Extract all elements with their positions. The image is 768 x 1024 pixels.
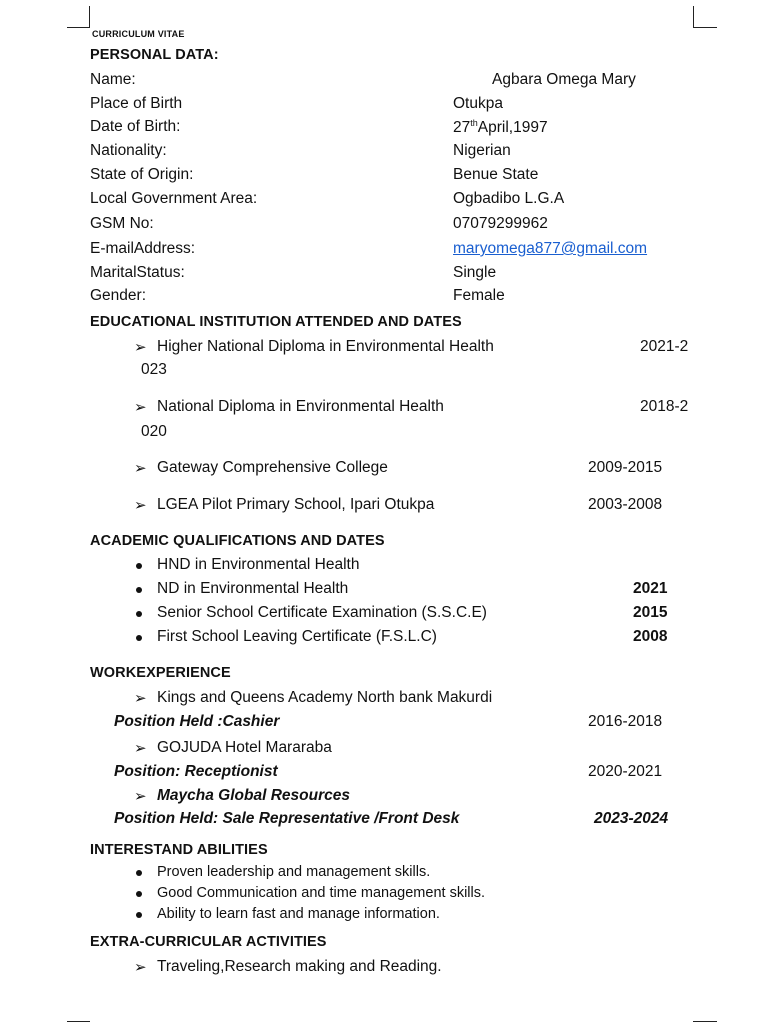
crop-mark-top-left-vertical <box>89 6 90 28</box>
work-position: Position Held: Sale Representative /Front Desk <box>114 810 460 827</box>
bullet-icon <box>136 587 142 593</box>
work-employer: GOJUDA Hotel Mararaba <box>157 739 332 756</box>
work-date: 2020-2021 <box>588 763 663 780</box>
education-date: 2009-2015 <box>588 459 663 476</box>
place-of-birth-label: Place of Birth <box>90 95 183 112</box>
education-date: 2003-2008 <box>588 496 663 513</box>
interests-heading: INTERESTAND ABILITIES <box>90 842 268 858</box>
extra-item: Traveling,Research making and Reading. <box>157 958 442 975</box>
document-title: CURRICULUM VITAE <box>92 29 185 39</box>
gender-label: Gender: <box>90 287 147 304</box>
gender-value: Female <box>453 287 505 304</box>
work-date: 2023-2024 <box>594 810 669 827</box>
arrow-icon: ➢ <box>134 788 147 805</box>
bullet-icon <box>136 563 142 569</box>
date-of-birth-value <box>453 118 548 137</box>
personal-data-heading: PERSONAL DATA: <box>90 47 219 63</box>
crop-mark-top-right <box>693 27 717 28</box>
marital-status-label: MaritalStatus: <box>90 264 185 281</box>
bullet-icon <box>136 912 142 918</box>
education-heading: EDUCATIONAL INSTITUTION ATTENDED AND DATES <box>90 314 462 330</box>
lga-label: Local Government Area: <box>90 190 258 207</box>
email-link[interactable]: maryomega877@gmail.com <box>453 240 648 257</box>
date-of-birth-label: Date of Birth: <box>90 118 181 135</box>
name-label: Name: <box>90 71 136 88</box>
interest-item: Proven leadership and management skills. <box>157 864 431 880</box>
crop-mark-top-left <box>67 27 90 28</box>
work-heading: WORKEXPERIENCE <box>90 665 231 681</box>
crop-mark-bottom-right <box>693 1021 717 1022</box>
education-date-continued: 020 <box>141 423 167 440</box>
arrow-icon: ➢ <box>134 959 147 976</box>
interest-item: Ability to learn fast and manage information. <box>157 906 440 922</box>
crop-mark-top-right-vertical <box>693 6 694 28</box>
marital-status-value: Single <box>453 264 497 281</box>
dob-rest: April,1997 <box>477 119 548 137</box>
academic-item: HND in Environmental Health <box>157 556 360 573</box>
arrow-icon: ➢ <box>134 740 147 757</box>
dob-day: 27 <box>453 119 471 137</box>
name-value: Agbara Omega Mary <box>492 71 636 88</box>
arrow-icon: ➢ <box>134 690 147 707</box>
education-item: Gateway Comprehensive College <box>157 459 388 476</box>
dob-suffix: th <box>470 118 478 128</box>
arrow-icon: ➢ <box>134 460 147 477</box>
education-date: 2021-2 <box>640 338 689 355</box>
education-item: LGEA Pilot Primary School, Ipari Otukpa <box>157 496 435 513</box>
state-of-origin-label: State of Origin: <box>90 166 194 183</box>
academic-item: Senior School Certificate Examination (S.S.C.E) <box>157 604 487 621</box>
education-date: 2018-2 <box>640 398 689 415</box>
interest-item: Good Communication and time management skills. <box>157 885 486 901</box>
bullet-icon <box>136 611 142 617</box>
work-date: 2016-2018 <box>588 713 663 730</box>
work-position: Position Held :Cashier <box>114 713 280 730</box>
bullet-icon <box>136 635 142 641</box>
place-of-birth-value: Otukpa <box>453 95 503 112</box>
education-date-continued: 023 <box>141 361 167 378</box>
gsm-label: GSM No: <box>90 215 154 232</box>
academic-date: 2021 <box>633 580 668 597</box>
lga-value: Ogbadibo L.G.A <box>453 190 565 207</box>
academic-heading: ACADEMIC QUALIFICATIONS AND DATES <box>90 533 385 549</box>
academic-item: ND in Environmental Health <box>157 580 349 597</box>
extra-heading: EXTRA-CURRICULAR ACTIVITIES <box>90 934 327 950</box>
state-of-origin-value: Benue State <box>453 166 539 183</box>
crop-mark-bottom-left <box>67 1021 90 1022</box>
bullet-icon <box>136 891 142 897</box>
academic-date: 2015 <box>633 604 668 621</box>
work-employer: Kings and Queens Academy North bank Makurdi <box>157 689 493 706</box>
work-employer: Maycha Global Resources <box>157 787 350 804</box>
nationality-value: Nigerian <box>453 142 511 159</box>
gsm-value: 07079299962 <box>453 215 548 232</box>
email-label: E-mailAddress: <box>90 240 196 257</box>
academic-date: 2008 <box>633 628 668 645</box>
arrow-icon: ➢ <box>134 339 147 356</box>
education-item: National Diploma in Environmental Health <box>157 398 444 415</box>
nationality-label: Nationality: <box>90 142 167 159</box>
education-item: Higher National Diploma in Environmental Health <box>157 338 494 355</box>
arrow-icon: ➢ <box>134 497 147 514</box>
arrow-icon: ➢ <box>134 399 147 416</box>
bullet-icon <box>136 870 142 876</box>
work-position: Position: Receptionist <box>114 763 278 780</box>
academic-item: First School Leaving Certificate (F.S.L.C) <box>157 628 437 645</box>
